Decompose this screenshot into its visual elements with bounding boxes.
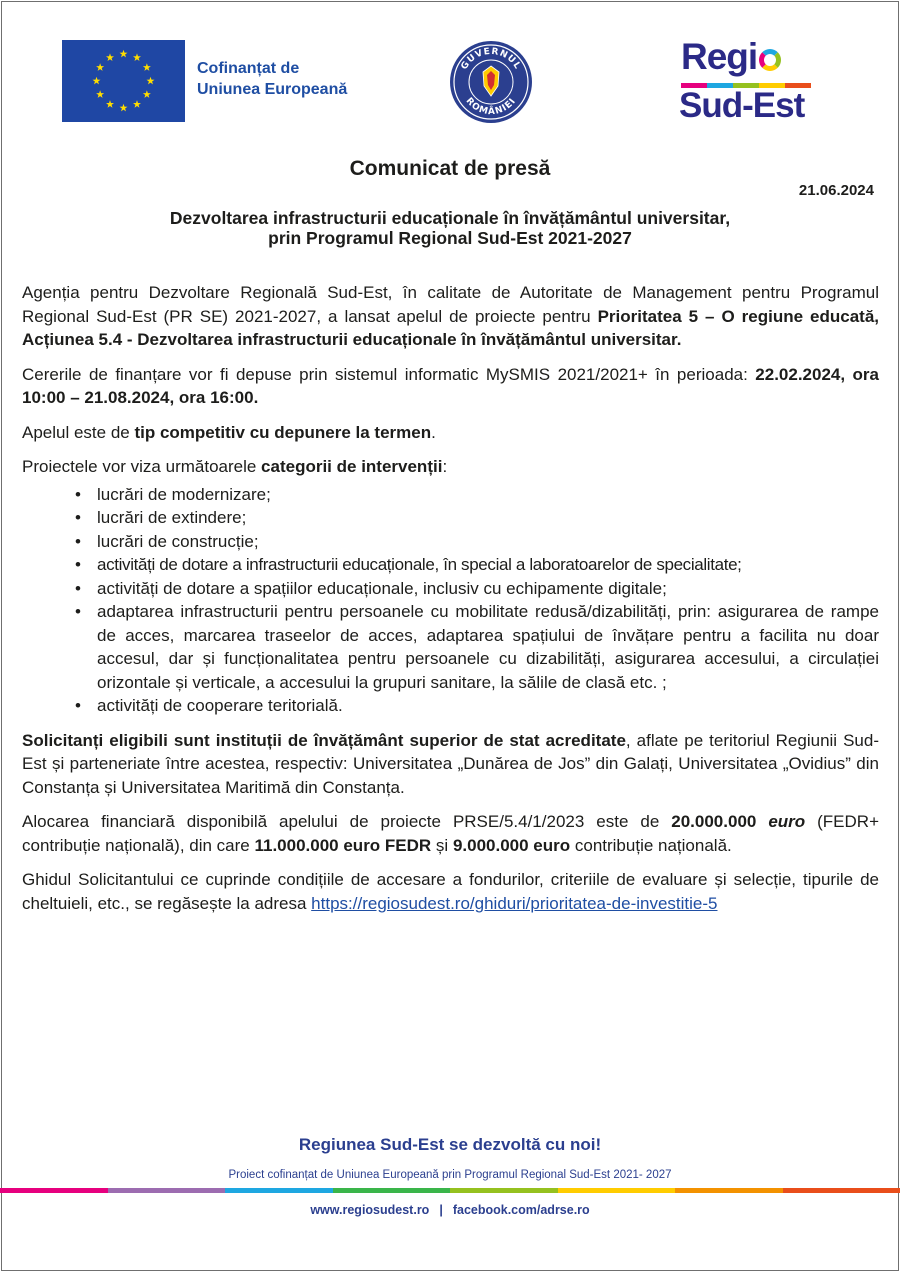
paragraph-intro: [22, 281, 879, 352]
allocation-fedr: 11.000.000 euro FEDR: [254, 835, 432, 855]
regio-o-ring: [759, 49, 781, 71]
page-title: Comunicat de presă: [349, 157, 551, 180]
period-dates: 22.02.2024, ora 10:00 – 21.08.2024, ora 16:00.: [22, 364, 879, 407]
regio-wordmark: [681, 36, 781, 78]
regio-logo-icon: [677, 36, 817, 128]
facebook-link[interactable]: facebook.com/adrse.ro: [452, 1203, 590, 1217]
categories-text: Proiectele vor viza următoarele: [22, 457, 262, 476]
footer-cofinance-note: Proiect cofinanțat de Uniunea Europeană prin Programul Regional Sud-Est 2021- 2027: [228, 1169, 672, 1181]
list-item: • adaptarea infrastructurii pentru persoanele cu mobilitate redusă/dizabilități, prin: asigurarea de rampe de acces, marcarea traseelor de acces, adaptarea spațiului de învățare pentru a facilita nu doar accesul, dar și funcționalitatea pentru persoanele cu dizabilități, asigurarea accesului, a circulației orizontale și verticale, a accesului la grupuri sanitare, la sălile de clasă etc. ;: [97, 600, 879, 694]
call-type-bold: tip competitiv cu depunere la termen: [134, 422, 432, 442]
guide-link[interactable]: https://regiosudest.ro/ghiduri/prioritatea-de-investitie-5: [311, 893, 718, 913]
footer-color-bar: [0, 1188, 900, 1193]
eligibility-bold: Solicitanți eligibili sunt instituții de învățământ superior de stat acreditate: [22, 730, 626, 750]
list-item: • activități de dotare a infrastructurii educaționale, în special a laboratoarelor de specialitate;: [97, 553, 879, 577]
allocation-text: Alocarea financiară disponibilă apelului de proiecte PRSE/5.4/1/2023 este de: [22, 812, 672, 831]
paragraph-allocation: [22, 810, 879, 857]
call-type-text: Apelul este de: [22, 422, 135, 442]
seal-bottom-text: ROMÂNIEI: [463, 96, 519, 118]
subtitle-line2: prin Programul Regional Sud-Est 2021-2027: [268, 228, 632, 248]
government-seal-icon: [449, 40, 533, 124]
eu-label-line1: Cofinanțat de: [197, 60, 300, 77]
categories-bold: categorii de intervenții: [261, 457, 443, 476]
list-item: • lucrări de extindere;: [97, 506, 879, 530]
allocation-and: și: [431, 835, 453, 855]
eu-label-line2: Uniunea Europeană: [197, 81, 348, 98]
paragraph-guide: [22, 868, 879, 915]
guide-text: Ghidul Solicitantului ce cuprinde condițiile de accesare a fondurilor, criteriile de evaluare și selecție, tipurile de cheltuieli, etc., se regăsește la adresa: [22, 870, 879, 913]
allocation-national: 9.000.000 euro: [452, 835, 571, 855]
interventions-list: [22, 483, 879, 718]
allocation-end: contribuție națională.: [570, 835, 732, 855]
paragraph-eligibility: [22, 729, 879, 800]
intro-priority: Prioritatea 5 – O regiune educată, Acțiunea 5.4 - Dezvoltarea infrastructurii educaționale în învățământul universitar.: [22, 306, 879, 349]
categories-colon: :: [442, 457, 448, 476]
seal-top-text: GUVERNUL: [459, 46, 523, 72]
eligibility-text: , aflate pe teritoriul Regiunii Sud-Est și parteneriate între acestea, respectiv: Universitatea „Dunărea de Jos” din Galați, Universitatea „Ovidius” din Constanța și Universitatea Maritimă din Constanța.: [22, 730, 879, 797]
list-item: • lucrări de modernizare;: [97, 483, 879, 507]
eu-cofinanced-label: [197, 58, 347, 100]
allocation-currency: euro: [768, 812, 806, 831]
intro-text: Agenția pentru Dezvoltare Regională Sud-Est, în calitate de Autoritate de Management pentru Programul Regional Sud-Est (PR SE) 2021-2027, a lansat apelul de proiecte pentru: [22, 283, 879, 326]
allocation-text-2: (FEDR+ contribuție națională), din care: [22, 812, 880, 855]
list-item: • lucrări de construcție;: [97, 530, 879, 554]
website-link[interactable]: www.regiosudest.ro: [310, 1203, 430, 1217]
call-type-end: .: [431, 422, 436, 442]
allocation-total: 20.000.000: [671, 812, 769, 831]
eu-flag-icon: [62, 40, 185, 122]
paragraph-call-type: [22, 421, 879, 445]
press-date: 21.06.2024: [798, 182, 874, 199]
press-subtitle: [60, 208, 840, 248]
press-body: [22, 281, 879, 926]
period-text: Cererile de finanțare vor fi depuse prin sistemul informatic MySMIS 2021/2021+ în perioada:: [22, 364, 756, 384]
eu-flag-stars: [62, 40, 185, 122]
footer-separator: |: [439, 1203, 443, 1217]
paragraph-categories: [22, 455, 879, 479]
footer-links: [0, 1203, 900, 1217]
subtitle-line1: Dezvoltarea infrastructurii educaționale în învățământul universitar,: [169, 208, 731, 228]
list-item: • activități de dotare a spațiilor educaționale, inclusiv cu echipamente digitale;: [97, 577, 879, 601]
regio-text: Regi: [681, 36, 758, 77]
sud-est-wordmark: Sud-Est: [679, 86, 805, 125]
list-item: • activități de cooperare teritorială.: [97, 694, 879, 718]
paragraph-period: [22, 363, 879, 410]
footer-slogan: Regiunea Sud-Est se dezvoltă cu noi!: [298, 1135, 602, 1154]
